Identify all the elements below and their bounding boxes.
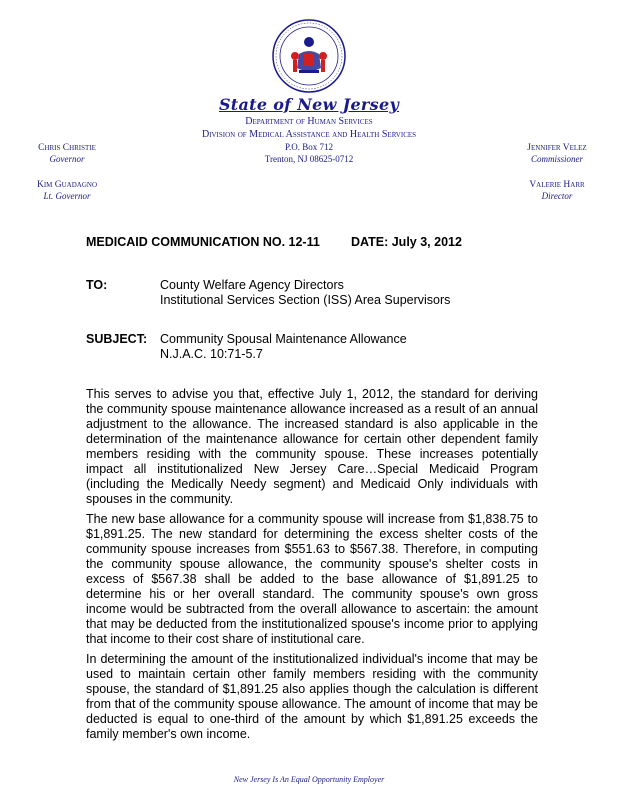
footer-eoe: New Jersey Is An Equal Opportunity Employer [233,775,385,784]
to-label: TO: [86,278,108,292]
to-recipients [160,278,450,308]
official-name: Kim Guadagno [36,180,98,190]
official-title: Governor [49,154,85,164]
body-paragraph-3: In determining the amount of the institutionalized individual's income that may be used to maintain certain other family members residing with the community spouse, the standard of $1,891.25 also applies though the calculation is different from that of the community spouse allowance. The amount of income that may be deducted is equal to one-third of the amount by which $1,891.25 exceeds the family member's own income. [86,652,538,741]
subject-line: N.J.A.C. 10:71-5.7 [160,347,263,361]
official-title: Commissioner [530,154,583,164]
subject-text [160,332,407,362]
official-name: Chris Christie [38,143,96,153]
communication-date: DATE: July 3, 2012 [351,235,462,249]
po-box: P.O. Box 712 [284,142,333,152]
official-name: Valerie Harr [529,180,585,190]
official-title: Director [541,191,573,201]
communication-number: MEDICAID COMMUNICATION NO. 12-11 [86,235,320,249]
subject-label: SUBJECT: [86,332,148,346]
recipient-line: County Welfare Agency Directors [160,278,344,292]
state-seal-icon [271,18,347,94]
city-address: Trenton, NJ 08625-0712 [264,154,354,164]
official-lt-governor [22,180,112,202]
recipient-line: Institutional Services Section (ISS) Area Supervisors [160,293,451,307]
body-paragraph-1: This serves to advise you that, effective July 1, 2012, the standard for deriving the community spouse maintenance allowance increased as a result of an annual adjustment to the allowance. The increased standard is also applicable in the determination of the maintenance allowance for certain other dependent family members residing with the community spouse. These increases potentially impact all institutionalized New Jersey Care…Special Medicaid Program (including the Medically Needy segment) and Medicaid Only individuals with spouses in the community. [86,387,538,506]
body-paragraph-2: The new base allowance for a community spouse will increase from $1,838.75 to $1,891.25. The new standard for determining the excess shelter costs of the community spouse increases from $551.63 to $567.38. Therefore, in computing the community spouse allowance, the community spouse's shelter costs in excess of $567.38 shall be added to the base allowance of $1,891.25 to determine his or her overall standard. The community spouse's own gross income would be subtracted from the overall allowance to ascertain: the amount that may be deducted from the institutionalized spouse's income prior to applying that income to their cost share of institutional care. [86,512,538,646]
official-commissioner [512,143,602,165]
division-name: Division of Medical Assistance and Health Services [201,129,417,140]
official-name: Jennifer Velez [527,143,587,153]
communication-header [86,235,462,249]
official-governor [22,143,112,165]
state-title: State of New Jersey [218,95,400,114]
official-title: Lt. Governor [43,191,91,201]
official-director [512,180,602,202]
department-name: Department of Human Services [245,116,373,127]
subject-line: Community Spousal Maintenance Allowance [160,332,407,346]
